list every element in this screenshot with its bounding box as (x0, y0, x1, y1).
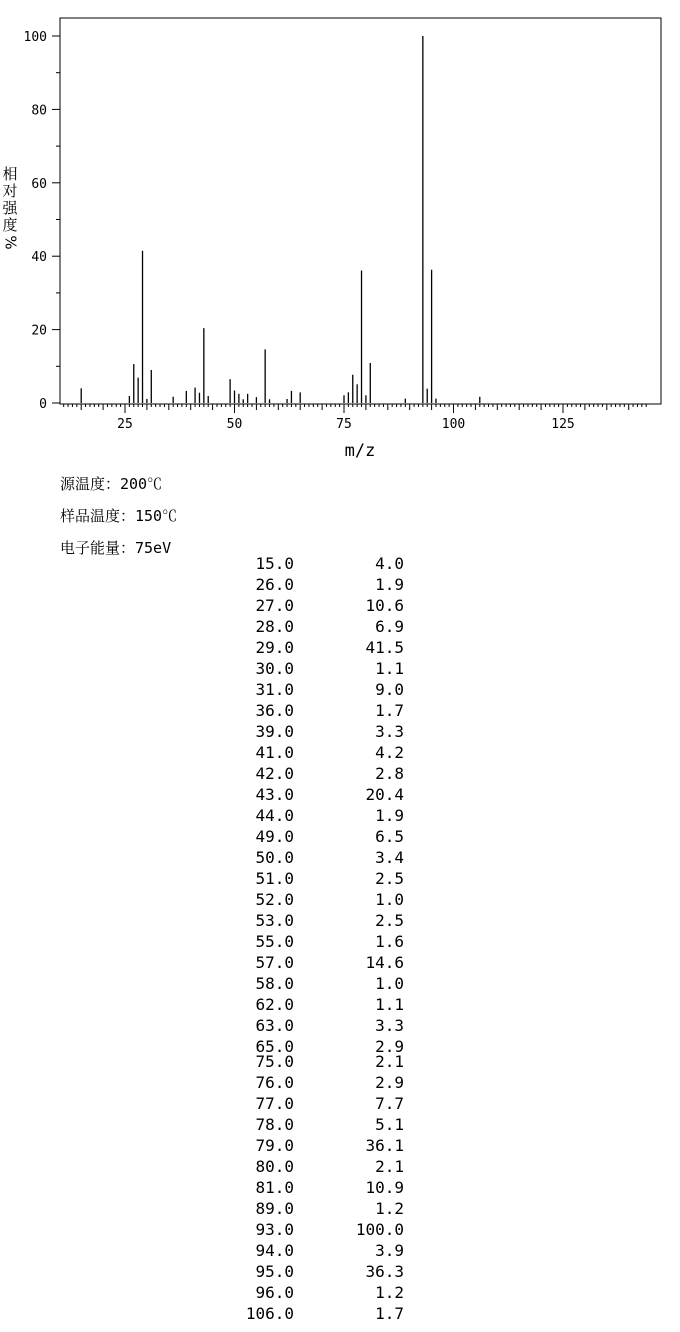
table-row (220, 1157, 410, 1178)
table-row (220, 974, 410, 995)
mz-value: 106.0 (245, 1304, 294, 1323)
table-row (220, 743, 410, 764)
y-axis-label-char: 度 (2, 216, 18, 234)
abundance-value: 14.6 (365, 953, 404, 972)
abundance-value: 4.2 (375, 743, 404, 762)
table-row (220, 722, 410, 743)
abundance-value: 1.2 (375, 1283, 404, 1302)
y-axis-label (2, 166, 18, 251)
table-row (220, 701, 410, 722)
abundance-value: 10.9 (365, 1178, 404, 1197)
mz-value: 31.0 (255, 680, 294, 699)
mz-value: 42.0 (255, 764, 294, 783)
table-row (220, 890, 410, 911)
table-row (220, 932, 410, 953)
abundance-value: 100.0 (355, 1220, 404, 1239)
table-row (220, 1262, 410, 1283)
abundance-value: 1.7 (375, 1304, 404, 1323)
x-axis-label: m/z (344, 441, 376, 461)
table-row (220, 1016, 410, 1037)
mz-value: 44.0 (255, 806, 294, 825)
abundance-value: 1.9 (375, 806, 404, 825)
table-row (220, 1304, 410, 1325)
abundance-value: 2.5 (375, 869, 404, 888)
mz-value: 76.0 (255, 1073, 294, 1092)
abundance-value: 1.2 (375, 1199, 404, 1218)
table-row (220, 1283, 410, 1304)
table-row (220, 596, 410, 617)
y-axis-label-char: 对 (2, 182, 18, 200)
table-row (220, 1052, 410, 1073)
y-tick-label: 80 (31, 103, 47, 119)
y-tick-label: 100 (23, 30, 47, 45)
y-tick-label: 0 (39, 397, 47, 412)
mz-value: 58.0 (255, 974, 294, 993)
table-row (220, 680, 410, 701)
abundance-value: 4.0 (375, 554, 404, 573)
mz-value: 50.0 (255, 848, 294, 867)
x-tick-label: 25 (117, 417, 133, 432)
mz-value: 43.0 (255, 785, 294, 804)
abundance-value: 1.9 (375, 575, 404, 594)
abundance-value: 1.0 (375, 890, 404, 909)
table-row (220, 1094, 410, 1115)
mz-value: 95.0 (255, 1262, 294, 1281)
table-row (220, 848, 410, 869)
abundance-value: 5.1 (375, 1115, 404, 1134)
abundance-value: 2.1 (375, 1157, 404, 1176)
mz-value: 51.0 (255, 869, 294, 888)
table-row (220, 995, 410, 1016)
abundance-value: 2.1 (375, 1052, 404, 1071)
table-row (220, 1136, 410, 1157)
source-temperature: 源温度：200℃ (60, 475, 163, 493)
mz-value: 79.0 (255, 1136, 294, 1155)
table-row (220, 1178, 410, 1199)
x-tick-label: 100 (441, 417, 466, 432)
mz-value: 57.0 (255, 953, 294, 972)
table-row (220, 806, 410, 827)
table-row (220, 953, 410, 974)
electron-energy: 电子能量：75eV (60, 539, 172, 557)
mz-value: 55.0 (255, 932, 294, 951)
mz-value: 93.0 (255, 1220, 294, 1239)
mz-value: 65.0 (255, 1037, 294, 1056)
table-row (220, 554, 410, 575)
mz-value: 96.0 (255, 1283, 294, 1302)
abundance-value: 9.0 (375, 680, 404, 699)
x-tick-label: 50 (226, 417, 243, 432)
abundance-value: 1.1 (375, 995, 404, 1014)
y-axis-label-char: % (1, 235, 20, 250)
mz-value: 41.0 (255, 743, 294, 762)
mz-value: 27.0 (255, 596, 294, 615)
y-axis-label-char: 相 (2, 165, 18, 183)
abundance-value: 1.7 (375, 701, 404, 720)
y-tick-label: 60 (31, 176, 47, 192)
mz-value: 28.0 (255, 617, 294, 636)
abundance-value: 2.8 (375, 764, 404, 783)
abundance-value: 41.5 (365, 638, 404, 657)
mz-value: 80.0 (255, 1157, 294, 1176)
abundance-value: 3.3 (375, 1016, 404, 1035)
table-row (220, 575, 410, 596)
abundance-value: 2.5 (375, 911, 404, 930)
sample-temperature: 样品温度：150℃ (60, 507, 178, 525)
x-tick-label: 125 (551, 417, 575, 432)
abundance-value: 6.5 (375, 827, 404, 846)
mz-value: 94.0 (255, 1241, 294, 1260)
table-row (220, 1220, 410, 1241)
y-tick-label: 40 (31, 250, 47, 266)
x-tick-label: 75 (336, 417, 352, 432)
abundance-value: 36.3 (365, 1262, 404, 1281)
abundance-value: 3.4 (375, 848, 404, 867)
abundance-value: 10.6 (365, 596, 404, 615)
mz-value: 77.0 (255, 1094, 294, 1113)
mz-value: 36.0 (255, 701, 294, 720)
mz-value: 63.0 (255, 1016, 294, 1035)
table-row (220, 617, 410, 638)
mz-value: 30.0 (255, 659, 294, 678)
mz-value: 49.0 (255, 827, 294, 846)
mz-value: 81.0 (255, 1178, 294, 1197)
table-row (220, 827, 410, 848)
mz-value: 26.0 (255, 575, 294, 594)
table-row (220, 1115, 410, 1136)
y-axis-label-char: 强 (2, 199, 18, 217)
abundance-value: 7.7 (375, 1094, 404, 1113)
mz-value: 52.0 (255, 890, 294, 909)
abundance-value: 6.9 (375, 617, 404, 636)
table-row (220, 764, 410, 785)
abundance-value: 2.9 (375, 1037, 404, 1056)
abundance-value: 20.4 (365, 785, 404, 804)
mz-value: 39.0 (255, 722, 294, 741)
table-row (220, 869, 410, 890)
table-row (220, 911, 410, 932)
mz-value: 62.0 (255, 995, 294, 1014)
abundance-value: 2.9 (375, 1073, 404, 1092)
table-row (220, 659, 410, 680)
plot-frame (60, 18, 661, 404)
table-row (220, 1241, 410, 1262)
mass-spectrum-chart (0, 0, 680, 470)
mz-value: 89.0 (255, 1199, 294, 1218)
table-row (220, 638, 410, 659)
abundance-value: 3.9 (375, 1241, 404, 1260)
mz-value: 15.0 (255, 554, 294, 573)
abundance-value: 3.3 (375, 722, 404, 741)
abundance-value: 1.6 (375, 932, 404, 951)
abundance-value: 1.1 (375, 659, 404, 678)
table-row (220, 785, 410, 806)
y-tick-label: 20 (31, 323, 47, 339)
table-row (220, 1199, 410, 1220)
mz-value: 53.0 (255, 911, 294, 930)
mz-value: 29.0 (255, 638, 294, 657)
table-row (220, 1073, 410, 1094)
mz-value: 75.0 (255, 1052, 294, 1071)
abundance-value: 36.1 (365, 1136, 404, 1155)
mz-value: 78.0 (255, 1115, 294, 1134)
abundance-value: 1.0 (375, 974, 404, 993)
